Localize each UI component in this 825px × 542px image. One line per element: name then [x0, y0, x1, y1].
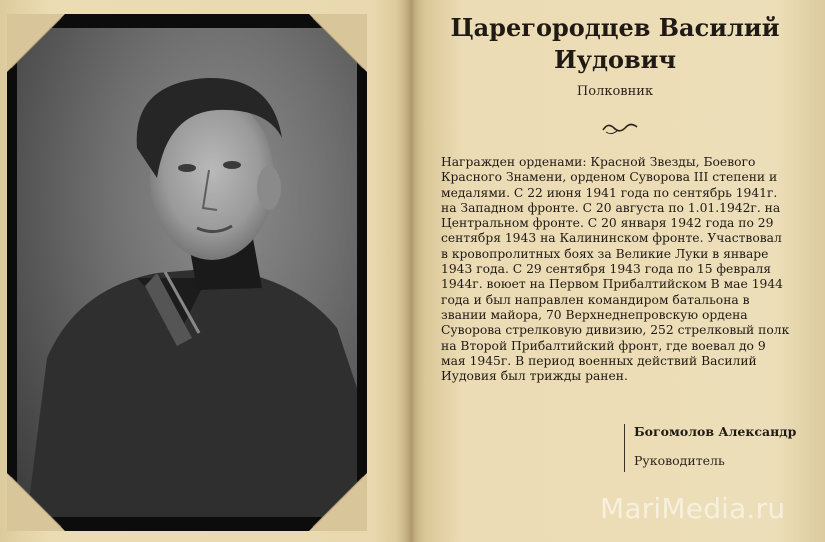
author-signature	[624, 424, 814, 472]
biography-text: Награжден орденами: Красной Звезды, Боевого Красного Знамени, орденом Суворова III степени и медалями. С 22 июня 1941 года по сентябрь 1941г. на Западном фронте. С 20 августа по 1.01.1942г. на Центральном фронте. С 20 января 1942 года по 29 сентября 1943 на Калининском фронте. Участвовал в кровопролитных боях за Великие Луки в январе 1943 года. С 29 сентября 1943 года по 15 февраля 1944г. воюет на Первом Прибалтийском В мае 1944 года и был направлен командиром батальона в звании майора, 70 Верхнеднепровскую ордена Суворова стрелковую дивизию, 252 стрелковый полк на Второй Прибалтийский фронт, где воевал до 9 мая 1945г. В период военных действий Василий Иудовия был трижды ранен.	[441, 155, 790, 384]
photo-corner-bottom-right	[309, 473, 367, 531]
author-role: Руководитель	[634, 453, 725, 468]
flourish-ornament-icon	[600, 118, 640, 138]
portrait-image	[17, 28, 357, 517]
book-spine	[396, 0, 426, 542]
watermark: MariMedia.ru	[600, 492, 786, 525]
photo-corner-bottom-left	[7, 473, 65, 531]
portrait-photo	[17, 28, 357, 517]
person-rank: Полковник	[576, 84, 654, 99]
portrait-frame	[7, 14, 367, 531]
author-name: Богомолов Александр	[634, 424, 797, 439]
person-name: Царегородцев Василий Иудович	[450, 13, 780, 74]
photo-corner-top-right	[309, 14, 367, 72]
photo-corner-top-left	[7, 14, 65, 72]
